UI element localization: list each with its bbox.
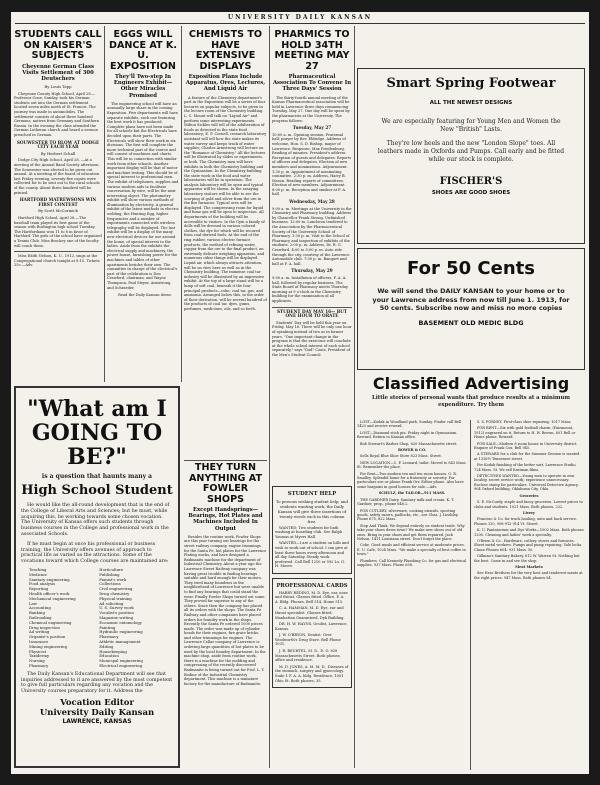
help-item: WANTED: Two students for bath washing at boarding club. See Ralph Youmas at Myers Hall. [275,525,343,539]
article-kaiser-subjects [14,30,102,380]
vocation-item: Food analysis [29,581,56,587]
section-headline: STUDENT DAY MAY 16— BUT ONE HOUR TO ORATE [272,307,352,319]
ad-footer: BASEMENT OLD MEDIC BLDG [418,318,524,327]
classified-category: Livery [523,510,535,515]
classified-item: FOR CUTLERY, silverware, cooking utensils, sporting goods, safety razors, padlocks, etc., see Chas. J. Lindsley. Phone 675, 822 Mass. [357,508,459,522]
column-rule [470,420,471,770]
classified-section [357,374,585,770]
vocation-item: Mining engineering [29,643,68,649]
vocation-item: Pharmacy [99,634,119,640]
vocation-item: Municipal engineering [99,658,143,664]
notice: Miss Edith Nelson, K. U., 1912, sings at the Congregational church tonight at 8:15. Tickets 25c.—Adv. [14,251,102,268]
ad-tagline: is a question that haunts many a [41,473,153,480]
vocation-item: Pharmacy [29,662,49,668]
vocation-item: Physical training [99,595,132,601]
vocation-item: Horticulture [99,566,124,572]
vocation-item: Railroading [29,614,52,620]
vocation-item: Health officer's work [29,590,70,596]
article-eggs-dance [107,30,179,380]
day-heading: Wednesday, May 28 [289,199,335,205]
vocation-item: Civil engineering [99,586,133,592]
section-title: PROFESSIONAL CARDS [276,582,348,589]
vocation-item: Economic entomology [99,619,142,625]
help-item: WANTED—I are a student on hills and wish to work out of school. I can give at least three hours every afternoon and all day Saturday. Steady work preferred. Call Bell 1210 or 592 Ls. G. H. Moore. [275,541,349,569]
ad-title: "What am I GOING TO BE?" [27,396,167,470]
column-rule [269,26,270,768]
article-body: The engineering school will have an unusually large share in the coming Exposition. Five departments will have separate exhibits, each one featuring the best work it has produced. Complete plans have not been made for all schools but the Electricals have decided upon their parts. The Electricals will show their work in six divisions. The first will complete the more technical part of the course and will consist of machines and charts. This will be in connection with similar work from other schools. Another important display will be that of motor and machine testing. This should be of special interest to professional men. The exhibit of telephones, supplies and various modern aids to facilitate conversation by wire, will be the next interesting object. The photometry exhibit will show various methods of illumination by electricity. A general exhibit of the latest methods in electric welding, the Hunting Egg, higher frequencies and a number of experiments connected with wireless telegraphy will be displayed. The last exhibit will be a display of the many new electrical devices for use around the home, of special interest to the ladies. Aside from the exhibits the electrical supply and machinery, the power house, furnishing power for the machines and tables of other apartments besides their own. The committee in charge of the electrical's part of the celebration is Don Crawford, chairman, and Wayne Thompson, Paul Meyer, Armstrong, and Schraeder. [107,101,179,290]
ad-text: If he must begin at once his professional or business training, the University offers avenues of approach to practical life as varied as the attractions. Some of the vocations toward which College courses are maintained are: [21,541,169,565]
vocation-item: Athletic management [99,638,141,644]
vocation-item: Collections [99,581,121,587]
article-body: Students' Day will be held this year on Friday, May 16. There will be only one hour of speaking instead of two as in former years. "One important change in the program is that the exercises will conclude at the whole school interest of each school separately," says "Dad" Coats, President of the Men's Student Council. [272,320,352,357]
subheadline: Cheyenne German Class Visits Settlement of 300 Deutschers [22,63,94,82]
subheadline: Except Handsprings—Bearings, Hot Plates and Machines Included In Output [188,507,263,532]
subheadline: Exposition Plans Include Apparatus, Ores, Lectures, And Liquid Air [185,74,266,93]
organization: University Daily Kansan [39,707,155,718]
subheadline: They'll Two-step In Engineers Exhibit—Other Miracles Promised [113,74,173,99]
brand-name: FISCHER'S [439,175,503,187]
classified-item: NEW LOCATION—C. P. Leonard, tailor. Moved to 843 Mass. St. Remember the place. [357,460,467,470]
subheadline: Pharmaceutical Association To Convene In Three Days' Session [272,74,352,93]
article-pharmics [272,30,352,482]
classified-item: SCHULZ, the TAILOR—911 MASS. [378,491,446,496]
classified-item: FOR RENT—Six with gold football charm. (Fairmount, 1912) engraved on it. Return to H. W. Brown, 801 Bell or Home phone. Reward. [474,426,576,440]
help-note: To persons wishing student help, and students wanting work, the Daily Kansan will give three insertions of twenty words each in this column free. [276,498,348,524]
headline: PHARMICS TO HOLD 34TH MEETING MAY 27 [274,30,350,72]
classified-item: Bob Stewart's Barber Shop, 820 Massachusetts street. [360,441,458,446]
vocation-list-left [29,568,98,669]
vocation-item: Law [29,600,38,606]
byline: By Scott McCormick [38,208,78,214]
vocation-list-right [99,568,168,669]
card-item: C. A. HAMMAN, M. D. Eye, ear and throat specialist. Glasses fitted. Manhattan Guaranteed, Dyk Building. [275,606,345,620]
card-item: J. R. BECHTEL, M. D., D. O. 828 Massachusetts Street. Both phones, office and residence. [275,649,341,663]
vocation-item: Publishing [99,571,120,577]
vocation-item: Housekeeping [99,648,127,654]
ad-title: For 50 Cents [407,258,535,279]
ad-text: He would like the all-round development that is the end of the College of Liberal Arts and Sciences; but he must, while acquiring this, be working towards some chosen vocation. The University of Kansas offers such students through business courses in the College and professional work in the associated Schools. [21,503,170,537]
newspaper-page [11,12,589,774]
classified-item: S. S. FORNEY. First-class shoe repairing. 1017 Mass. [477,420,572,424]
vocation-item: Accounting [29,605,51,611]
vocation-item: Drug inspection [29,624,60,630]
vocation-item: U. S. Survey work [99,605,134,611]
vocation-item: Teaching [29,566,47,572]
ad-subscription [357,248,585,370]
masthead: UNIVERSITY DAILY KANSAN [227,14,373,21]
classified-category: Groceries [519,493,539,498]
ad-title: Smart Spring Footwear [386,76,556,91]
vocation-item: Mechanical engineering [29,595,76,601]
article-chemists [184,30,267,390]
day-heading: Tuesday, May 27 [292,125,332,131]
notice: Read the Daily Kansan items. [118,293,172,298]
classified-item: See Hess Brothers for the very best and tenderest meats at the right prices. 947 Mass. Both phones 84. [474,571,583,580]
classified-item: LOST—Kodak in Woodland park, Sunday. Finder call Bell 1423 and receive reward. [357,420,462,429]
student-help-box [272,486,352,574]
article-fowler-shops [184,460,267,768]
vocation-item: Organist's position [29,634,66,640]
ad-subtitle: ALL THE NEWEST DESIGNS [429,100,513,106]
city: LAWRENCE, KANSAS [62,717,132,725]
vocation-item: Electrical engineering [99,662,143,668]
brand-slogan: SHOES ARE GOOD SHOES [431,189,511,196]
article-body: Cheyenne County High School, April 28.—Professor Cone, Sunday, took his German students out into the German settlement located seven miles north of St. Francis. The journey was made in automobiles. The settlement consists of about three hundred Germans, natives from Germany and Southern Russia. In the evening the class attended the German Lutheran church and heard a sermon preached in German. [14,91,100,138]
ad-text: We are especially featuring for Young Men and Women the New "British" Lasts. [381,117,561,133]
ad-vocation [14,386,180,768]
classified-item: LOST—Diamond stick pin. Friday night in Gymnasium. Reward. Return to Kansan office. [357,430,458,440]
program-items: 10:00 a. m. Opening session, Fraternal hall; prayer by Rev. Eldridge. Address of welcome, Hon. S. D. Bishop, mayor of Lawrence. Response, Max Friedenburg. Reading of minutes. President's address. Reception of guests and delegates. Reports of officers and delegates. Election of new members and nominations. Adjournment. 1:30 p. m. Appointment of nominating committee. 2:30 p. m. Address, Harry B. Mason. Reading reports of committees. Election of new members. Adjournment. 8:00 p. m. Reception and smoker at F. A. hall. [272,132,352,197]
byline: By Louis Tapp [44,84,72,90]
classified-item: For Kodak finishing of the better sort, Lawrence Studio, 724 Mass. St. We sell Eastman films. [474,463,577,472]
ad-text: They're low heels and the new "London Slope" toes. All leathers made in Oxfords and Pumps. Call early and be fitted while our stock is complete. [377,139,565,163]
vocation-item: Physicist [29,648,47,654]
vocation-item: Pianist's work [99,576,127,582]
vocation-item: Hydraulic engineering [99,629,143,635]
ad-fischers-footwear [357,68,585,244]
card-item: M. D. JONES, A. M. M. D., Diseases of the stomach, surgery and gynecology. Suite 1 F. A. A. bldg. Residence, 1001 Ohio St. Both phones, 35. [275,664,349,683]
vocation-item: Insurance [29,638,49,644]
article-body: Besides the routine work, Fowler Shops are this year turning out bearings for the street railway company, engine trimmings for the Santa Fe, hot plates for the Lawrence Plating works, and have designed a Badmanits machine for the department of Industrial Chemistry. About a year ago the Lawrence Street Railway company was having great trouble in finding bearings suitable and hard enough for their motors. They tried many foundries in the neighborhood of Lawrence but were unable to find any bearings that could stand the wear. Finally Fowler Shops turned out some. They proved far superior to any of the others. Since then the company has placed all its orders with the shops. The Santa Fe Railway and other companies have placed orders for foundry work in the shops. Recently the Santa Fe ordered 1000 pieces made. The order was made up of cylinder heads for their engines, fire grate bricks, and other trimmings for engines. The Lawrence Cellar company of Lawrence is ordering large quantities of hot plates to be used by the local foundry department. In the machine shop, aside from routine work, there is a machine for the molding and compressing of the recently discovered Badmanite is being turned out for Prof. L. Y. Bodine of the Industrial Chemistry department. This machine is a miniature factory for the manufacture of Badmanite. [184,534,267,686]
classified-category: Meat Markets [515,564,543,569]
masthead-rule [15,23,585,24]
classified-item: For Rent—Two modern ten and ten room houses. O. R. Smalley. Splendid home for a fraternity or sorority. For particulars see or phone Frank Orr. Either phone. Also have some bargains in good houses for sale.—Adv. [357,471,464,489]
ad-headline: High School Student [21,483,173,498]
headline: THEY TURN ANYTHING AT FOWLER SHOPS [184,460,267,505]
vocation-list [29,568,173,669]
column-rule [104,26,105,382]
card-item: J. W. O'BRYON, Dentist. Over Woolworth's Drug Store. Bell Phone 1031. [275,633,341,647]
headline: EGGS WILL DANCE AT K. U. EXPOSITION [109,30,177,72]
classified-item: BOWER & CO. [397,448,427,453]
classified-item: S. E. McCurdy, staple and fancy groceries. Lowest prices to clubs and students. 1021 Mass. Both phones, 232. [474,500,583,509]
classified-column-left [357,420,467,569]
editor-title: Vocation Editor [60,697,134,708]
vocation-item: Vocalist's position [99,610,134,616]
ad-text: We will send the DAILY KANSAN to your home or to your Lawrence address from now till June 1. 1913, for 50 cents. Subscribe now and miss no more copies [372,287,570,312]
vocation-item: Magazine writing [99,614,134,620]
vocation-item: Sanitary engineering [29,576,70,582]
section-headline: SOUWESTER TO BLOW AT DODGE CITY EACH YEAR [16,139,100,150]
classified-column-right [474,420,584,582]
vocation-item: Taxidermy [29,653,50,659]
classified-item: FOR SALE—Modern 8 room house in University district. Enquire of Frank Cox, Bell 945. [474,441,578,451]
classified-item: A STEWARD for a club for the Summer Session is wanted at 1316½ Tennessee street. [474,452,580,461]
classified-item: Sells Royal Blue Shoe Store 823 Mass. Street. [360,454,442,459]
byline: By Herbert Schall [40,150,76,156]
vocation-item: Medicine [29,571,47,577]
day-heading: Thursday, May 29 [291,268,333,274]
vocation-item: Banking [29,610,45,616]
vocation-item: Chemical engineering [29,619,72,625]
classified-item: Coke. Good meals and efficient service at moderate prices. E. U. Cafe, 1024 Mass. "We make a specialty of best coffee in town." [357,543,466,557]
section-headline: HARTFORD MATREWSONS WIN FIRST CONTEST [19,197,97,207]
headline: STUDENTS CALL ON KAISER'S SUBJECTS [14,30,102,61]
card-item: DR. H. W. HAYNS, Oculist, Lawrence, Kansas. [275,622,348,631]
classified-item: Plumbers. Call Kennedy Plumbing Co. for gas and electrical supplies. 937 Mass. Phone 658. [357,558,467,567]
card-item: HARRY REDING, M. D. Eye, ear, nose and throat. Glasses fitted. Office, F. A. A. Bldg. Phones, Bell 514, Home 515. [275,590,348,604]
vocation-item: Drug chemistry [99,590,130,596]
article-body: A feature of the Chemistry department's part in the Exposition will be a series of four lectures on popular subjects, to be given in the lecture room of the Chemistry building. L. C. Mount will talk on "Liquid Air" and perform some interesting experiments. Milton Sickles will tell of the adulteration of foods as detected in the state food laboratory; E. F. Cornell, research laboratory assistant will tell how the state makes its water survey and keeps track of water supplies; Charles Armstrong will lecture on the "Romance of Chemistry." All the lectures will be illustrated by slides or experiments, or both. The Chemistry men will have exhibits in both the Chemistry building and the Gymnasium. In the Chemistry building the state work in the food and water laboratories will be in operation. The analysis laboratory will be open and typical apparatus will be shown. In the assaying laboratory visitors will be able to see the scorping of gold and silver from the ore in the fire furnaces. Typical ores will be displayed. The compressing room for liquid and fume gas will be open to inspection. All departments of the building will be accessible to visitors. In the Gym a family of dolls will be dressed in various colored clothes, the dye for which will be secured from coal-derived fuels. At the end of the ring rubber, various electric furnace products, the method of refining water, copper from the ore to the final product, an extremely delicate weighing apparatus, and numerous other things will be displayed. Liquid air, which always attracts attention, will be on view here as well as in the Chemistry building. The immense coal tar industry will be illustrated by an impressive exhibit. At the top of a large stand will be a lump of soft coal, beneath it the four principal products—coke, coal tar, gas, and ammonia. Arranged below this, in the order of their derivation, will be several hundred of the products of coal tar, dyes, gums, perfumes, medicines, oils, and so forth. [184,95,267,311]
program-items: 9:00 a. m. Installation of officers, F. A. A. hall, followed by regular business. The State Board of Pharmacy meets Thursday morning at 9 o'clock in the Chemistry building for the examination of all applicants. [272,275,348,303]
classified-item: O'Brien & Co., Hardware, cutlery, stoves and furnaces. Sheet metal workers. Pumps and pump repairing. Yale locks. Chase Phones 604. 931 Mass. St. [474,538,583,552]
vocation-item: Education [99,653,119,659]
headline: CHEMISTS TO HAVE EXTENSIVE DISPLAYS [188,30,263,72]
classified-item: K. U. Pantatorium and Dye Works—1002 Mass. Both phones 1200. Cleaning and ladies' work a specialty. [474,528,584,537]
vocation-item: Painting [99,624,116,630]
ad-text: The Daily Kansan's Educational Department will see that inquiries addressed to it are answered by the most competent to give full particulars regarding any vocation and the University courses preparatory for it. Address the [21,671,173,695]
section-title: STUDENT HELP [287,491,337,497]
classified-item: Gillman's Sanitary Bakery, 612 W. Warren St. Nothing but the best. Come in and see the shop. [474,554,580,563]
professional-cards-box [272,578,352,688]
classified-item: Stop And Think. We depend entirely on student trade. Why take your shoes down town? We make new shoes out of old ones. Bring in your shoes and get them repaired. Jack Nelson, 1411 Louisiana street. Don't forget the place. [357,523,465,541]
article-body: Dodge City High School, April 28. —At a meeting of the Annual Band Society afternoon, The Souwester was elected to be given out annual. At a meeting of the board of education last Friday evening, seventy-five copies were collected for to be sent out to the rural schools of the county. About three hundred will be printed. [14,158,100,195]
classified-item: Franciso & Co. for truck hauling, auto and hack service. Phones 130. 908-912-914 Vt. Street. [474,517,577,526]
classified-item: DETECTIVES WANTED—Young men to operate in own locality, secret service work; experience unnecessary. Enclose stamp for particulars. Universal Detective Agency, 904 Oxford building, Oklahoma City, Okla. [474,474,579,492]
program-items: 9:00 a. m. Meetings at the University in the Chemistry and Pharmacy building. Address by Chancellor Frank Strong. Unfinished business. 12:00 m. Luncheon tendered to the Association by the Pharmaceutical Society of the University School of Pharmacy. 1:30 p. m. Visit to the School of Pharmacy and inspection of exhibits of the students. 2:00 p. m. Address, Dr. R. G. Crawford. 4:00 to 5:00 p. m. Auto ride through the city, courtesy of the Lawrence Automobile club. 7:00 p. m. Banquet and ball at F. A. hall. [272,206,352,266]
vocation-item: Editing [99,643,114,649]
vocation-item: Nursing [29,658,45,664]
section-title: Classified Advertising [372,374,570,393]
vocation-item: Reporting [29,586,49,592]
section-subtitle: Little stories of personal wants that produce results at a minimum expenditure. Try them [372,395,570,408]
vocation-item: Ad soliciting [99,600,124,606]
student-help-section [272,486,352,768]
article-body: Hartford High School, April 28.—The baseball team played its first game of the season with Burlington high school Tuesday. The Hartfordians won 11 to 8 in favor of Hartford. The girls of the school have organized a Tennis Club. Miss Brockey one of the faculty will coach them. [14,215,102,248]
vocation-item: Ad writing [29,629,50,635]
column-rule [354,26,355,768]
article-body: The thirty-fourth annual meeting of the Kansas Pharmaceutical association will be held in Lawrence three days commencing Tuesday, May 27. One day will be spent by the pharmacists at the University. The program follows: [272,95,350,123]
column-rule [181,26,182,382]
classified-item: THE GARDNER Dairy. Sanitary milk and cream. K. T. Gardner, prop., phone 648.2. [357,497,455,507]
